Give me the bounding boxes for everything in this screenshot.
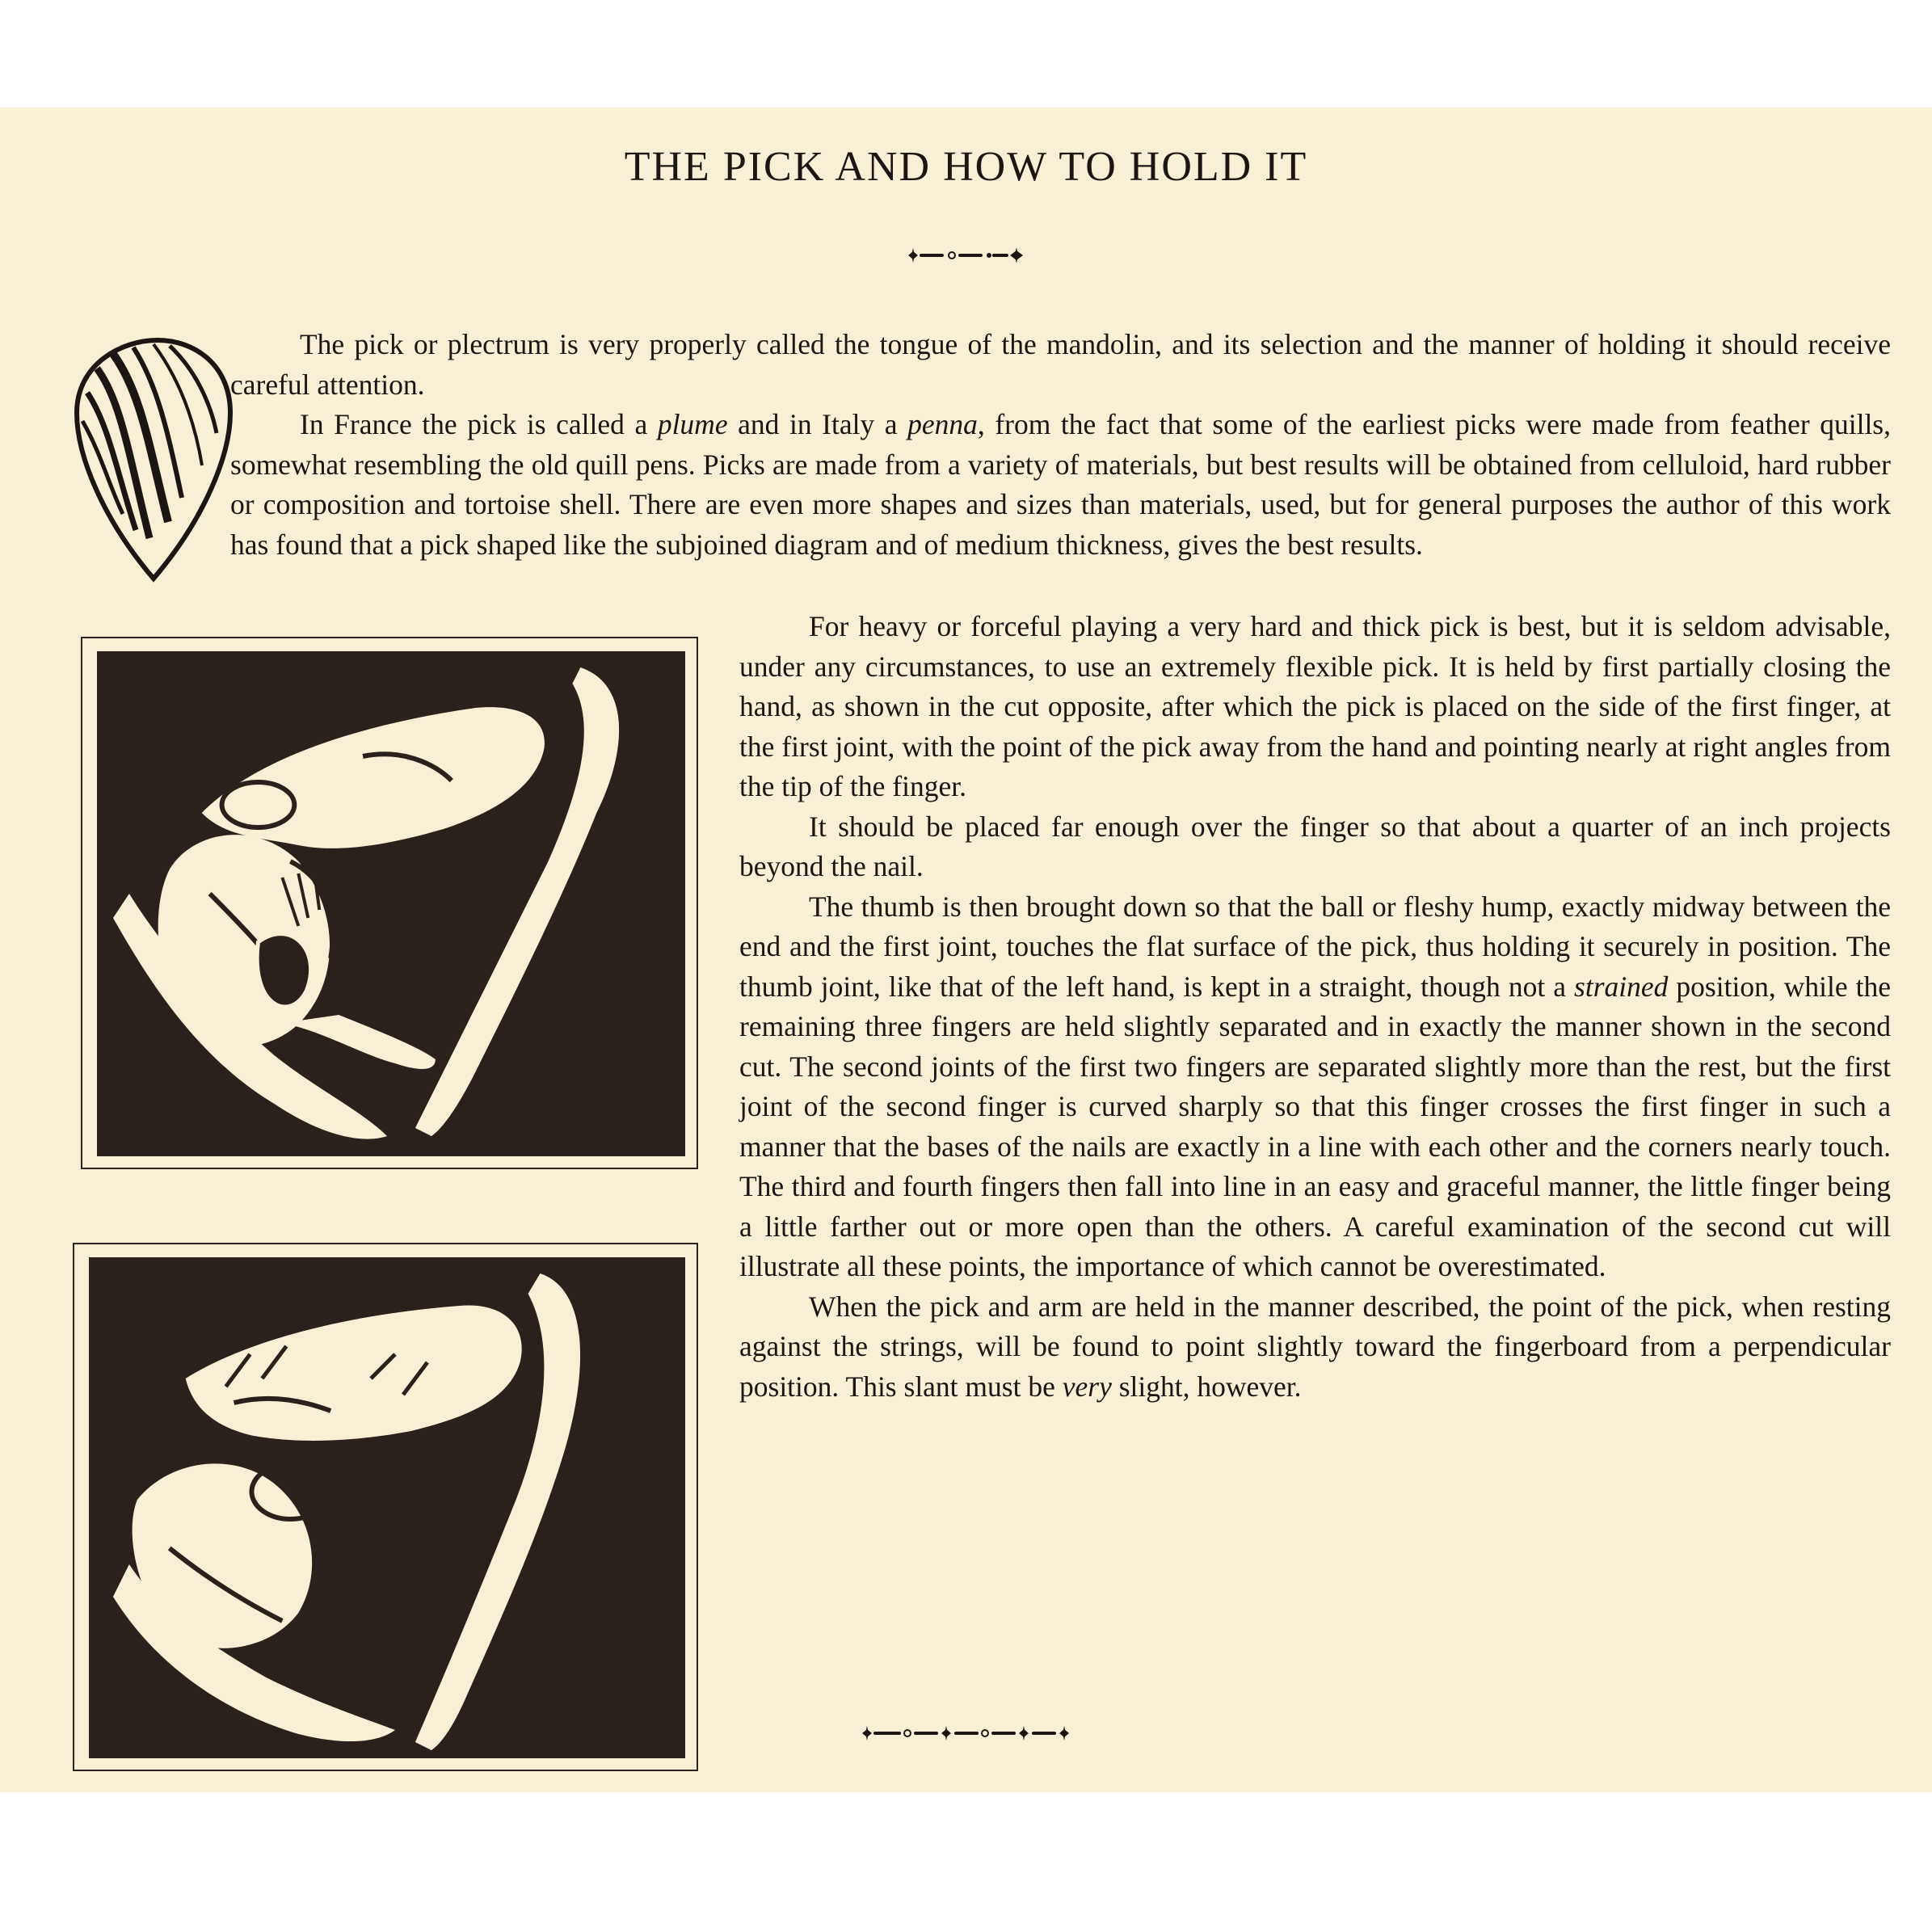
paragraph: For heavy or forceful playing a very hard and thick pick is best, but it is seldom advisable, under any circumstances, to use an extremely flexible pick. It is held by first partially closing the hand, as shown in the cut opposite, after which the pick is placed on the side of the first finger, at the first joint, with the point of the pick away from the hand and pointing nearly at right angles from the tip of the finger. xyxy=(739,610,1891,802)
book-page xyxy=(0,107,1932,1792)
top-ornament-icon xyxy=(902,245,1031,266)
hand-illustration-icon xyxy=(89,1257,685,1758)
text-run: position, while the remaining three fingers are held slightly separated and in exactly the manner shown in the second cut. The second joints of the first two fingers are separated slightly more than the rest, but the first joint of the second finger is curved sharply so that this finger crosses the first finger in such a manner that the bases of the nails are exactly in a line with each other and the corners nearly touch. The third and fourth fingers then fall into line in an easy and graceful manner, the little finger being a little farther out or more open than the others. A careful examination of the second cut will illustrate all these points, the importance of which cannot be overestimated. xyxy=(739,970,1891,1282)
text-run: and in Italy a xyxy=(727,408,908,440)
italic-run: plume xyxy=(657,408,728,440)
paragraph xyxy=(739,887,1891,1287)
main-text-column xyxy=(739,607,1891,1407)
italic-run: penna xyxy=(907,408,978,440)
cut-hand-holding-pick xyxy=(73,1243,698,1771)
text-run: , from the fact that some of the earliest picks were made from feather quills, somewhat resembling the old quill pens. Picks are made from a variety of materials, but best results will be obtained from celluloid, hard rubber or composition and tortoise shell. There are even more shapes and sizes than materials, used, but for general purposes the author of this work has found that a pick shaped like the subjoined diagram and of medium thickness, gives the best results. xyxy=(230,408,1891,561)
paragraph: The pick or plectrum is very properly called the tongue of the mandolin, and its selection and the manner of holding it should receive careful attention. xyxy=(230,328,1891,401)
italic-run: very xyxy=(1062,1370,1112,1403)
pick-diagram-icon xyxy=(73,336,234,587)
italic-run: strained xyxy=(1574,970,1669,1003)
page-title: THE PICK AND HOW TO HOLD IT xyxy=(624,144,1308,190)
text-run: slight, however. xyxy=(1111,1370,1302,1403)
paragraph: It should be placed far enough over the finger so that about a quarter of an inch projects beyond the nail. xyxy=(739,810,1891,882)
bottom-ornament-icon xyxy=(857,1722,1075,1745)
paragraph xyxy=(230,405,1891,565)
cut-hand-partially-closed xyxy=(81,637,698,1169)
text-run: In France the pick is called a xyxy=(300,408,658,440)
text-run: The thumb is then brought down so that the ball or fleshy hump, exactly midway between the end and the first joint, touches the flat surface of the pick, thus holding it securely in position. The thumb joint, like that of the left hand, is kept in a straight, though not a xyxy=(739,890,1891,1003)
hand-illustration-icon xyxy=(97,651,685,1156)
intro-text-block xyxy=(230,325,1891,565)
paragraph xyxy=(739,1287,1891,1408)
text-run: When the pick and arm are held in the manner described, the point of the pick, when resting against the strings, will be found to point slightly toward the fingerboard from a perpendicular position. This slant must be xyxy=(739,1290,1891,1403)
